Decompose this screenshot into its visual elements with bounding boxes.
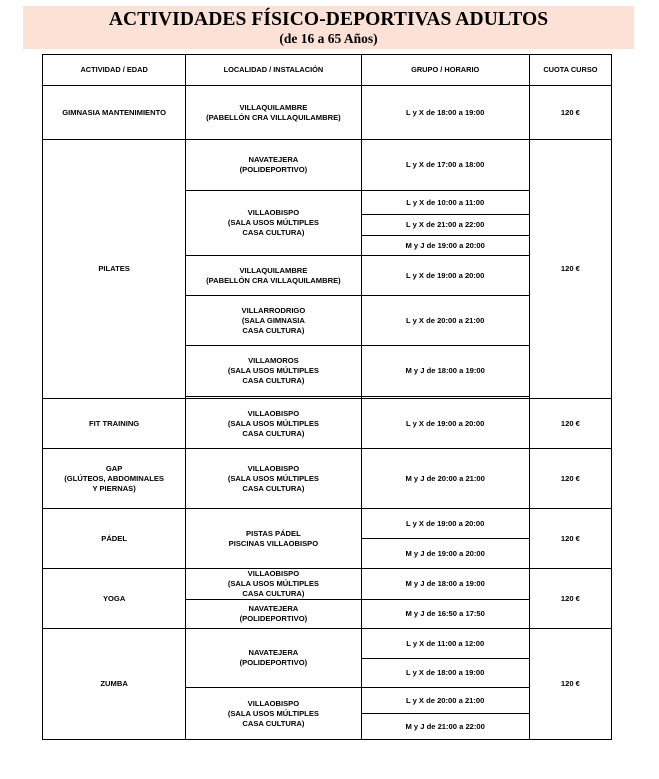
schedule-cell: M y J de 18:00 a 19:00 [361,569,529,600]
header-activity: ACTIVIDAD / EDAD [43,55,186,86]
table-row [43,140,612,191]
table-row [43,629,612,659]
schedule-cell: L y X de 19:00 a 20:00 [361,399,529,449]
location-cell: VILLAOBISPO (SALA USOS MÚLTIPLES CASA CULTURA) [186,449,361,509]
table-header-row [43,55,612,86]
table-row [43,509,612,539]
fee-cell: 120 € [529,569,611,629]
schedule-cell: M y J de 21:00 a 22:00 [361,714,529,740]
location-cell: PISTAS PÁDEL PISCINAS VILLAOBISPO [186,509,361,569]
schedule-cell: M y J de 19:00 a 20:00 [361,236,529,256]
activities-table [42,54,612,740]
schedule-cell: L y X de 21:00 a 22:00 [361,215,529,236]
location-cell: VILLAQUILAMBRE (PABELLÓN CRA VILLAQUILAMBRE) [186,256,361,296]
activity-cell: PILATES [43,140,186,399]
location-cell: VILLAOBISPO (SALA USOS MÚLTIPLES CASA CULTURA) [186,399,361,449]
table-row [43,449,612,509]
fee-cell: 120 € [529,399,611,449]
fee-cell: 120 € [529,509,611,569]
schedule-cell: M y J de 19:00 a 20:00 [361,539,529,569]
location-cell: NAVATEJERA (POLIDEPORTIVO) [186,600,361,629]
title-banner [23,6,634,49]
schedule-cell: L y X de 11:00 a 12:00 [361,629,529,659]
schedule-cell: L y X de 17:00 a 18:00 [361,140,529,191]
location-cell: VILLAOBISPO (SALA USOS MÚLTIPLES CASA CULTURA) [186,688,361,740]
fee-cell: 120 € [529,86,611,140]
header-location: LOCALIDAD / INSTALACIÓN [186,55,361,86]
location-cell: NAVATEJERA (POLIDEPORTIVO) [186,629,361,688]
fee-cell: 120 € [529,449,611,509]
fee-cell: 120 € [529,140,611,399]
schedule-cell: M y J de 16:50 a 17:50 [361,600,529,629]
location-cell: VILLAQUILAMBRE (PABELLÓN CRA VILLAQUILAMBRE) [186,86,361,140]
activity-cell: GAP (GLÚTEOS, ABDOMINALES Y PIERNAS) [43,449,186,509]
activity-cell: YOGA [43,569,186,629]
schedule-cell: L y X de 19:00 a 20:00 [361,509,529,539]
location-cell: NAVATEJERA (POLIDEPORTIVO) [186,140,361,191]
schedule-cell: L y X de 20:00 a 21:00 [361,688,529,714]
schedule-cell: M y J de 20:00 a 21:00 [361,449,529,509]
schedule-cell: M y J de 18:00 a 19:00 [361,346,529,397]
table-row [43,399,612,449]
table-row [43,569,612,600]
header-group: GRUPO / HORARIO [361,55,529,86]
page-subtitle: (de 16 a 65 Años) [279,31,378,46]
activity-cell: PÁDEL [43,509,186,569]
table-row [43,86,612,140]
activity-cell: FIT TRAINING [43,399,186,449]
activity-cell: ZUMBA [43,629,186,740]
schedule-cell: L y X de 19:00 a 20:00 [361,256,529,296]
location-cell: VILLAMOROS (SALA USOS MÚLTIPLES CASA CULTURA) [186,346,361,397]
schedule-cell: L y X de 18:00 a 19:00 [361,86,529,140]
fee-cell: 120 € [529,629,611,740]
activity-cell: GIMNASIA MANTENIMIENTO [43,86,186,140]
schedule-cell: L y X de 18:00 a 19:00 [361,659,529,688]
schedule-cell: L y X de 20:00 a 21:00 [361,296,529,346]
schedule-cell: L y X de 10:00 a 11:00 [361,191,529,215]
location-cell: VILLAOBISPO (SALA USOS MÚLTIPLES CASA CULTURA) [186,569,361,600]
location-cell: VILLAOBISPO (SALA USOS MÚLTIPLES CASA CULTURA) [186,191,361,256]
page-title: ACTIVIDADES FÍSICO-DEPORTIVAS ADULTOS [108,9,549,30]
location-cell: VILLARRODRIGO (SALA GIMNASIA CASA CULTURA) [186,296,361,346]
header-fee: CUOTA CURSO [529,55,611,86]
